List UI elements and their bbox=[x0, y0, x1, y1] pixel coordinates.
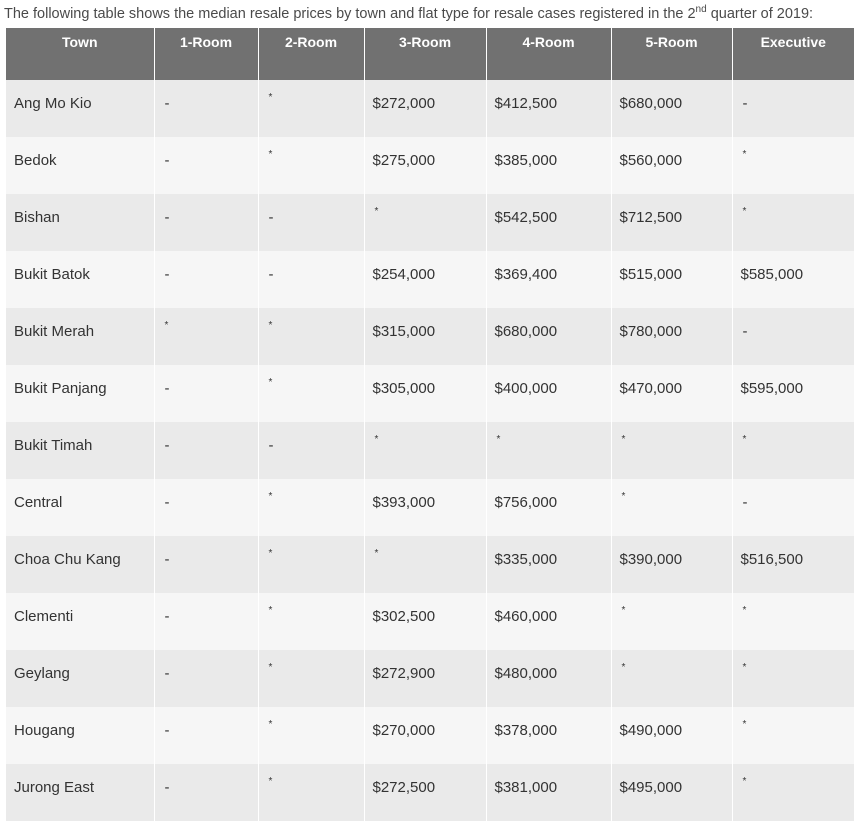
town-cell: Bishan bbox=[6, 194, 154, 251]
table-header bbox=[6, 28, 854, 80]
price-cell: * bbox=[258, 764, 364, 821]
town-cell: Bedok bbox=[6, 137, 154, 194]
town-cell: Jurong East bbox=[6, 764, 154, 821]
price-cell: $272,000 bbox=[364, 80, 486, 137]
price-cell: * bbox=[732, 137, 854, 194]
price-cell: * bbox=[732, 650, 854, 707]
price-cell: $680,000 bbox=[486, 308, 611, 365]
price-cell: $270,000 bbox=[364, 707, 486, 764]
price-cell: $712,500 bbox=[611, 194, 732, 251]
column-header-3-room: 3-Room bbox=[364, 28, 486, 80]
table-row bbox=[6, 308, 854, 365]
header-row bbox=[6, 28, 854, 80]
price-cell: * bbox=[364, 536, 486, 593]
town-cell: Bukit Timah bbox=[6, 422, 154, 479]
price-cell: $305,000 bbox=[364, 365, 486, 422]
price-cell: $400,000 bbox=[486, 365, 611, 422]
price-cell: - bbox=[154, 536, 258, 593]
price-cell: - bbox=[154, 137, 258, 194]
price-cell: * bbox=[611, 593, 732, 650]
price-cell: * bbox=[258, 650, 364, 707]
price-cell: $542,500 bbox=[486, 194, 611, 251]
price-cell: $780,000 bbox=[611, 308, 732, 365]
price-cell: - bbox=[732, 479, 854, 536]
price-cell: $335,000 bbox=[486, 536, 611, 593]
table-body bbox=[6, 80, 854, 821]
price-cell: $515,000 bbox=[611, 251, 732, 308]
price-cell: $470,000 bbox=[611, 365, 732, 422]
price-cell: - bbox=[154, 422, 258, 479]
price-cell: - bbox=[732, 308, 854, 365]
table-row bbox=[6, 80, 854, 137]
price-cell: $315,000 bbox=[364, 308, 486, 365]
price-cell: $393,000 bbox=[364, 479, 486, 536]
town-cell: Bukit Panjang bbox=[6, 365, 154, 422]
price-cell: * bbox=[486, 422, 611, 479]
price-cell: * bbox=[258, 365, 364, 422]
price-cell: $381,000 bbox=[486, 764, 611, 821]
price-cell: - bbox=[154, 707, 258, 764]
price-cell: $302,500 bbox=[364, 593, 486, 650]
intro-superscript: nd bbox=[695, 4, 707, 16]
column-header-5-room: 5-Room bbox=[611, 28, 732, 80]
price-cell: $254,000 bbox=[364, 251, 486, 308]
price-cell: * bbox=[732, 593, 854, 650]
price-cell: $560,000 bbox=[611, 137, 732, 194]
table-row bbox=[6, 251, 854, 308]
intro-text-after: quarter of 2019: bbox=[706, 6, 814, 22]
price-cell: * bbox=[258, 308, 364, 365]
price-cell: $516,500 bbox=[732, 536, 854, 593]
price-cell: - bbox=[154, 479, 258, 536]
town-cell: Geylang bbox=[6, 650, 154, 707]
table-row bbox=[6, 365, 854, 422]
price-cell: $369,400 bbox=[486, 251, 611, 308]
town-cell: Central bbox=[6, 479, 154, 536]
price-cell: $272,900 bbox=[364, 650, 486, 707]
table-row bbox=[6, 593, 854, 650]
price-cell: * bbox=[732, 422, 854, 479]
price-cell: - bbox=[258, 422, 364, 479]
column-header-4-room: 4-Room bbox=[486, 28, 611, 80]
table-row bbox=[6, 650, 854, 707]
price-cell: * bbox=[258, 593, 364, 650]
table-row bbox=[6, 536, 854, 593]
price-cell: - bbox=[258, 251, 364, 308]
price-cell: $412,500 bbox=[486, 80, 611, 137]
price-cell: $390,000 bbox=[611, 536, 732, 593]
table-row bbox=[6, 764, 854, 821]
price-cell: - bbox=[154, 251, 258, 308]
price-cell: * bbox=[732, 194, 854, 251]
price-cell: $495,000 bbox=[611, 764, 732, 821]
table-row bbox=[6, 707, 854, 764]
price-cell: - bbox=[154, 365, 258, 422]
resale-prices-table bbox=[6, 28, 854, 821]
price-cell: * bbox=[258, 80, 364, 137]
price-cell: - bbox=[258, 194, 364, 251]
price-cell: $460,000 bbox=[486, 593, 611, 650]
table-row bbox=[6, 479, 854, 536]
price-cell: * bbox=[258, 707, 364, 764]
price-cell: - bbox=[154, 593, 258, 650]
column-header-1-room: 1-Room bbox=[154, 28, 258, 80]
price-cell: * bbox=[611, 650, 732, 707]
town-cell: Clementi bbox=[6, 593, 154, 650]
column-header-2-room: 2-Room bbox=[258, 28, 364, 80]
price-cell: * bbox=[258, 536, 364, 593]
price-cell: * bbox=[364, 422, 486, 479]
town-cell: Hougang bbox=[6, 707, 154, 764]
price-cell: - bbox=[154, 650, 258, 707]
price-cell: $756,000 bbox=[486, 479, 611, 536]
town-cell: Choa Chu Kang bbox=[6, 536, 154, 593]
town-cell: Ang Mo Kio bbox=[6, 80, 154, 137]
price-cell: * bbox=[611, 422, 732, 479]
price-cell: $378,000 bbox=[486, 707, 611, 764]
price-cell: $585,000 bbox=[732, 251, 854, 308]
town-cell: Bukit Merah bbox=[6, 308, 154, 365]
table-row bbox=[6, 194, 854, 251]
price-cell: * bbox=[258, 479, 364, 536]
price-cell: * bbox=[732, 707, 854, 764]
price-cell: * bbox=[258, 137, 364, 194]
price-cell: * bbox=[732, 764, 854, 821]
price-cell: $272,500 bbox=[364, 764, 486, 821]
price-cell: - bbox=[154, 80, 258, 137]
price-cell: - bbox=[154, 764, 258, 821]
town-cell: Bukit Batok bbox=[6, 251, 154, 308]
price-cell: $385,000 bbox=[486, 137, 611, 194]
column-header-town: Town bbox=[6, 28, 154, 80]
price-cell: $275,000 bbox=[364, 137, 486, 194]
price-cell: $680,000 bbox=[611, 80, 732, 137]
table-row bbox=[6, 137, 854, 194]
price-cell: $595,000 bbox=[732, 365, 854, 422]
table-intro-text bbox=[4, 6, 813, 22]
price-cell: $490,000 bbox=[611, 707, 732, 764]
price-cell: * bbox=[154, 308, 258, 365]
price-cell: $480,000 bbox=[486, 650, 611, 707]
intro-text-before: The following table shows the median resale prices by town and flat type for resale cases registered in the 2 bbox=[4, 6, 696, 22]
price-cell: - bbox=[732, 80, 854, 137]
price-cell: * bbox=[364, 194, 486, 251]
price-cell: * bbox=[611, 479, 732, 536]
column-header-executive: Executive bbox=[732, 28, 854, 80]
price-cell: - bbox=[154, 194, 258, 251]
table-row bbox=[6, 422, 854, 479]
